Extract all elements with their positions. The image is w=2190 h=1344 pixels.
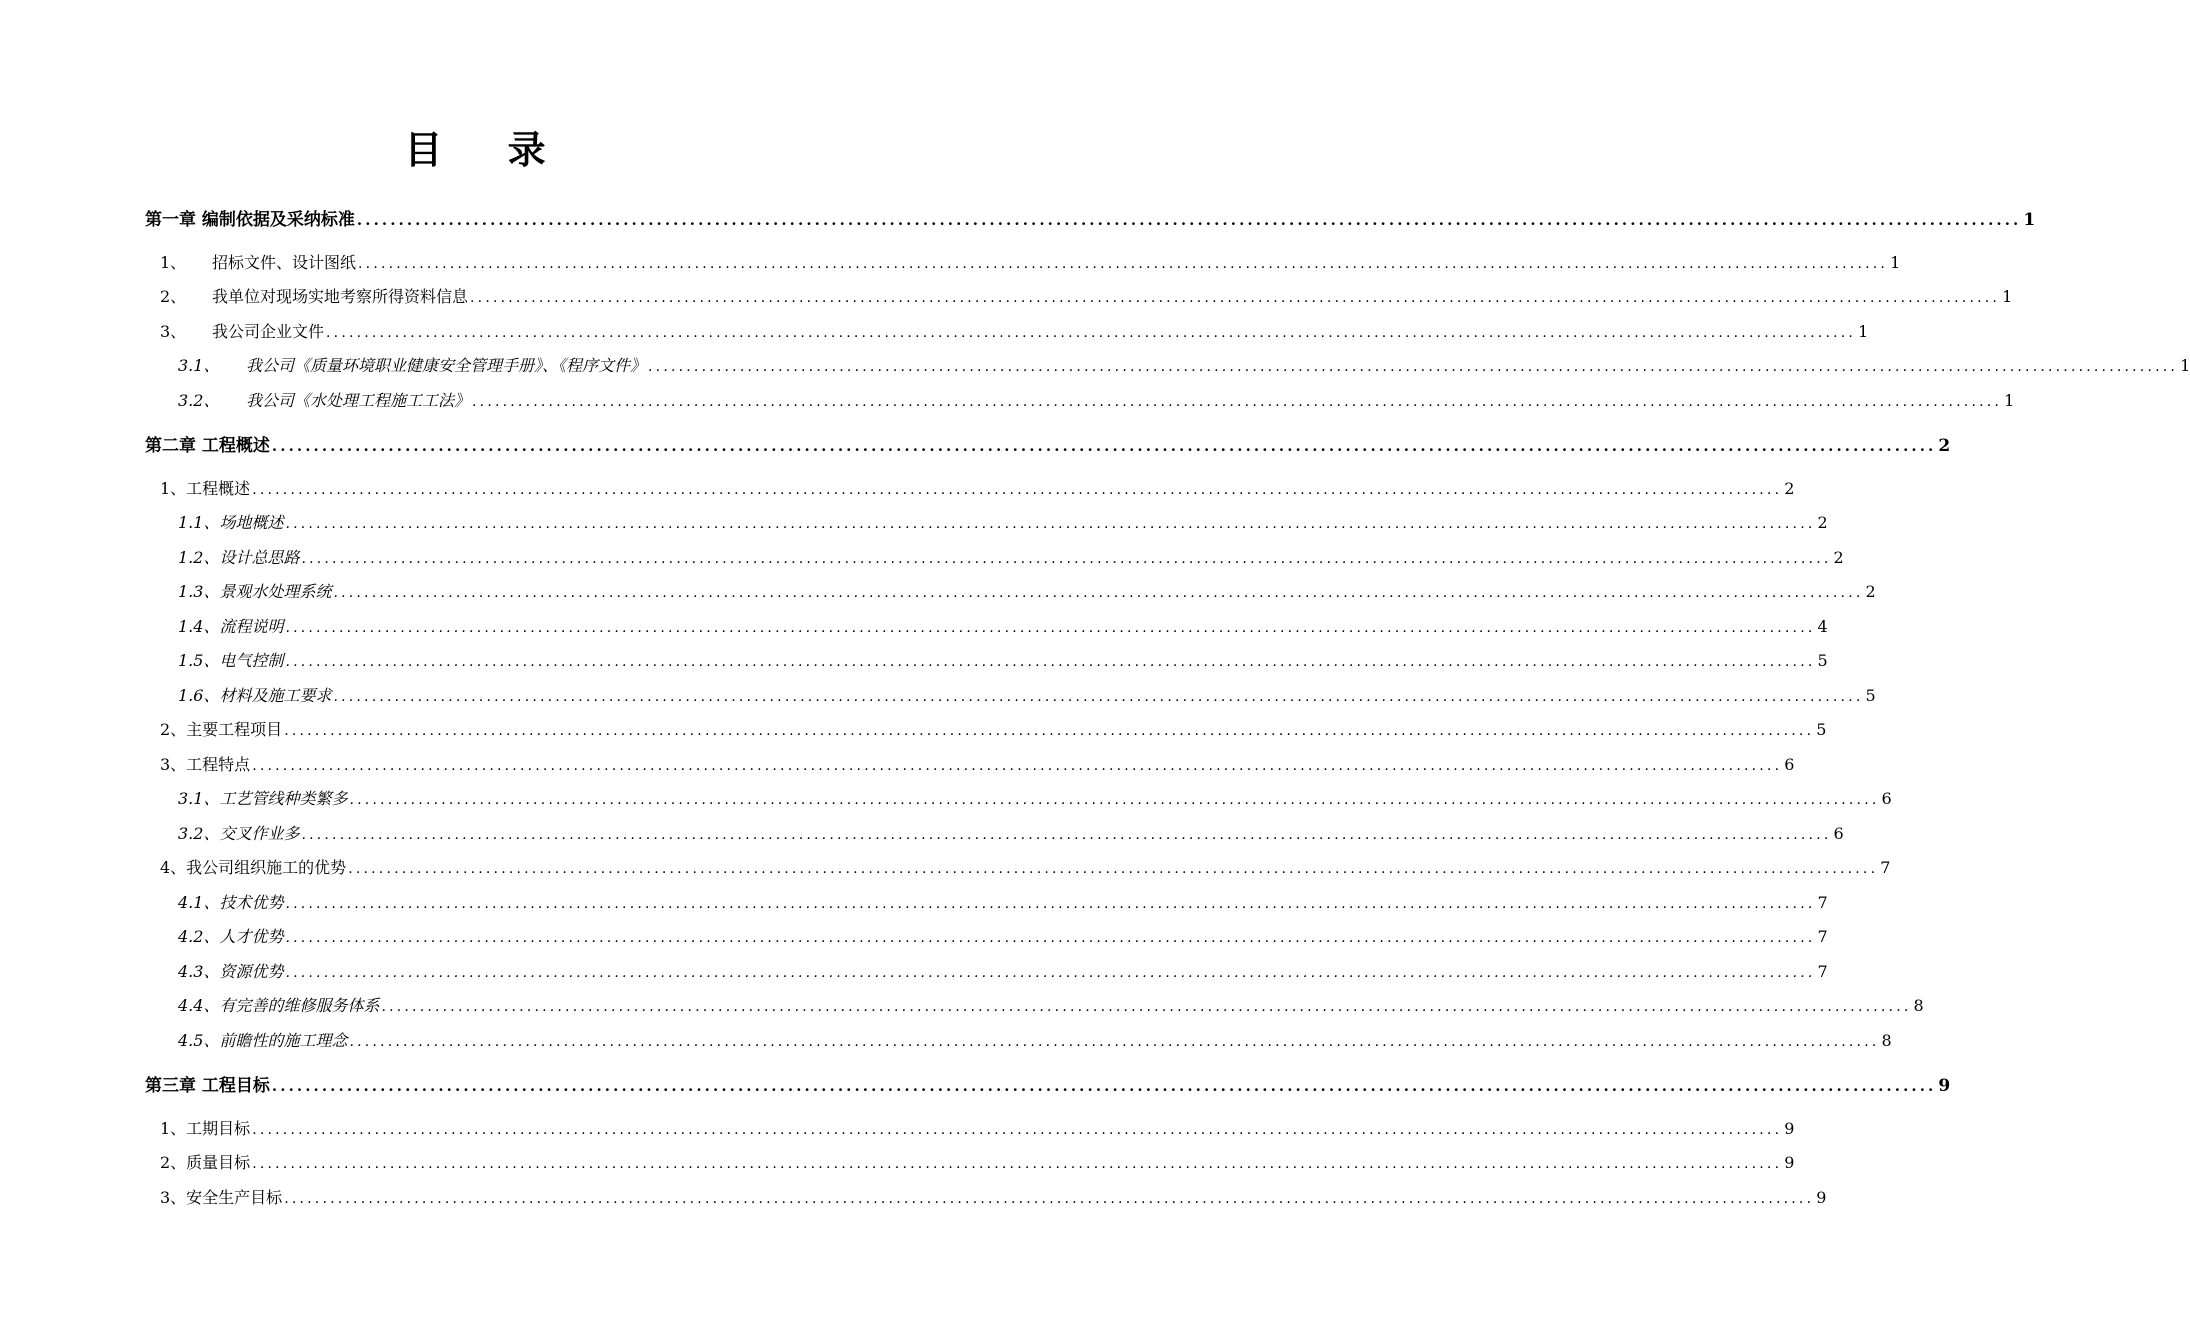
toc-subsection-entry[interactable]: [178, 545, 1844, 569]
toc-page-number: 2: [1833, 548, 1844, 567]
toc-entry-label: [178, 353, 646, 376]
toc-page-number: 6: [1833, 824, 1844, 843]
toc-dot-leader: ........................................................................................................................................................................................................: [470, 290, 2001, 306]
toc-page-number: 2: [1865, 582, 1876, 601]
toc-page-number: 7: [1817, 962, 1828, 981]
toc-section-entry[interactable]: [160, 1150, 1795, 1174]
toc-dot-leader: ........................................................................................................................................................................................................: [358, 256, 1889, 272]
toc-entry-label: [178, 579, 331, 602]
toc-entry-number: 1、: [160, 253, 187, 272]
toc-entry-label: [178, 614, 283, 637]
toc-entry-text: 招标文件、设计图纸: [212, 253, 357, 272]
toc-subsection-entry[interactable]: [178, 993, 1924, 1017]
toc-page-number: 6: [1881, 789, 1892, 808]
toc-entry-label: [160, 717, 282, 740]
toc-entry-number: 3、: [160, 322, 187, 341]
toc-page-number: 1: [1858, 322, 1869, 341]
toc-subsection-entry[interactable]: [178, 510, 1828, 534]
toc-dot-leader: ........................................................................................................................................................................................................: [252, 758, 1783, 774]
toc-entry-label: [178, 1028, 347, 1051]
toc-entry-text: 1、工期目标: [160, 1119, 251, 1138]
toc-entry-label: [160, 476, 250, 499]
toc-title: 目 录: [404, 127, 572, 172]
toc-entry-text: 1.1、场地概述: [178, 513, 284, 532]
toc-dot-leader: ........................................................................................................................................................................................................: [301, 827, 1832, 843]
toc-entry-text: 1.3、景观水处理系统: [178, 582, 332, 601]
toc-dot-leader: ........................................................................................................................................................................................................: [271, 437, 1937, 455]
toc-page-number: 2: [1817, 513, 1828, 532]
toc-entry-text: 4.5、前瞻性的施工理念: [178, 1031, 348, 1050]
toc-dot-leader: ........................................................................................................................................................................................................: [333, 689, 1864, 705]
toc-entry-label: [145, 431, 270, 456]
toc-page-number: 1: [2180, 356, 2190, 375]
toc-dot-leader: ........................................................................................................................................................................................................: [648, 359, 2179, 375]
toc-dot-leader: ........................................................................................................................................................................................................: [348, 861, 1879, 877]
toc-entry-label: [178, 545, 299, 568]
toc-dot-leader: ........................................................................................................................................................................................................: [285, 965, 1816, 981]
toc-entry-label: [178, 683, 331, 706]
toc-dot-leader: ........................................................................................................................................................................................................: [326, 325, 1857, 341]
toc-entry-text: 1.6、材料及施工要求: [178, 686, 332, 705]
toc-dot-leader: ........................................................................................................................................................................................................: [356, 211, 2022, 229]
toc-entry-label: [178, 786, 347, 809]
toc-section-entry[interactable]: [160, 1185, 1827, 1209]
toc-dot-leader: ........................................................................................................................................................................................................: [285, 930, 1816, 946]
toc-dot-leader: ........................................................................................................................................................................................................: [349, 1034, 1880, 1050]
toc-entry-text: 1、工程概述: [160, 479, 251, 498]
toc-entry-label: [160, 752, 250, 775]
toc-entry-text: 4.2、人才优势: [178, 927, 284, 946]
toc-dot-leader: ........................................................................................................................................................................................................: [271, 1077, 1937, 1095]
toc-page-number: 2: [1938, 436, 1951, 456]
toc-dot-leader: ........................................................................................................................................................................................................: [381, 999, 1912, 1015]
toc-entry-label: [178, 890, 283, 913]
toc-entry-text: 我公司企业文件: [212, 322, 325, 341]
toc-page-number: 9: [1938, 1076, 1951, 1096]
toc-entry-text: 3.1、工艺管线种类繁多: [178, 789, 348, 808]
toc-entry-number: 2、: [160, 287, 187, 306]
toc-entry-text: 4.3、资源优势: [178, 962, 284, 981]
toc-entry-number: 3.1、: [178, 356, 220, 375]
toc-page-number: 8: [1913, 996, 1924, 1015]
toc-entry-label: [178, 510, 283, 533]
toc-dot-leader: ........................................................................................................................................................................................................: [284, 723, 1815, 739]
toc-entry-text: 3、工程特点: [160, 755, 251, 774]
toc-page-number: 5: [1817, 651, 1828, 670]
toc-chapter-entry[interactable]: [145, 1071, 1951, 1096]
toc-dot-leader: ........................................................................................................................................................................................................: [284, 1191, 1815, 1207]
toc-entry-text: 4.4、有完善的维修服务体系: [178, 996, 380, 1015]
toc-subsection-entry[interactable]: [178, 579, 1876, 603]
toc-entry-label: [178, 959, 283, 982]
toc-entry-text: 我公司《质量环境职业健康安全管理手册》、《程序文件》: [246, 356, 647, 375]
toc-section-entry[interactable]: [160, 284, 2013, 308]
toc-page-number: 4: [1817, 617, 1828, 636]
toc-entry-label: [178, 821, 299, 844]
toc-subsection-entry[interactable]: [178, 786, 1892, 810]
toc-page-number: 8: [1881, 1031, 1892, 1050]
toc-section-entry[interactable]: [160, 476, 1795, 500]
toc-dot-leader: ........................................................................................................................................................................................................: [472, 394, 2003, 410]
toc-dot-leader: ........................................................................................................................................................................................................: [252, 1122, 1783, 1138]
toc-dot-leader: ........................................................................................................................................................................................................: [301, 551, 1832, 567]
toc-entry-text: 4、我公司组织施工的优势: [160, 858, 347, 877]
toc-entry-label: [160, 1116, 250, 1139]
toc-section-entry[interactable]: [160, 752, 1795, 776]
toc-subsection-entry[interactable]: [178, 388, 2015, 412]
toc-page-number: 5: [1865, 686, 1876, 705]
toc-entry-text: 4.1、技术优势: [178, 893, 284, 912]
toc-dot-leader: ........................................................................................................................................................................................................: [349, 792, 1880, 808]
toc-page-number: 9: [1784, 1153, 1795, 1172]
toc-entry-label: [160, 855, 346, 878]
toc-entry-label: [178, 993, 379, 1016]
toc-dot-leader: ........................................................................................................................................................................................................: [252, 1156, 1783, 1172]
toc-page-number: 5: [1816, 720, 1827, 739]
toc-page-number: 6: [1784, 755, 1795, 774]
toc-section-entry[interactable]: [160, 250, 1901, 274]
toc-subsection-entry[interactable]: [178, 648, 1828, 672]
toc-entry-text: 第三章 工程目标: [145, 1076, 270, 1096]
toc-dot-leader: ........................................................................................................................................................................................................: [285, 896, 1816, 912]
toc-page-number: 1: [2023, 210, 2036, 230]
toc-chapter-entry[interactable]: [145, 431, 1951, 456]
toc-section-entry[interactable]: [160, 1116, 1795, 1140]
toc-subsection-entry[interactable]: [178, 821, 1844, 845]
toc-page-number: 7: [1880, 858, 1891, 877]
toc-dot-leader: ........................................................................................................................................................................................................: [285, 654, 1816, 670]
toc-entry-number: 3.2、: [178, 391, 220, 410]
toc-entry-label: [160, 1150, 250, 1173]
toc-entry-text: 我单位对现场实地考察所得资料信息: [212, 287, 469, 306]
toc-page-number: 1: [2002, 287, 2013, 306]
toc-subsection-entry[interactable]: [178, 614, 1828, 638]
toc-dot-leader: ........................................................................................................................................................................................................: [285, 620, 1816, 636]
toc-subsection-entry[interactable]: [178, 683, 1876, 707]
toc-entry-text: 3、安全生产目标: [160, 1188, 283, 1207]
toc-page-number: 9: [1816, 1188, 1827, 1207]
toc-entry-text: 第二章 工程概述: [145, 436, 270, 456]
toc-entry-label: [160, 250, 356, 273]
toc-entry-label: [178, 648, 283, 671]
toc-page-number: 1: [2004, 391, 2015, 410]
toc-dot-leader: ........................................................................................................................................................................................................: [333, 585, 1864, 601]
toc-dot-leader: ........................................................................................................................................................................................................: [285, 516, 1816, 532]
toc-section-entry[interactable]: [160, 855, 1891, 879]
toc-entry-label: [160, 284, 468, 307]
toc-page-number: 1: [1890, 253, 1901, 272]
toc-entry-text: 2、质量目标: [160, 1153, 251, 1172]
toc-entry-label: [160, 319, 324, 342]
toc-subsection-entry[interactable]: [178, 959, 1828, 983]
toc-section-entry[interactable]: [160, 717, 1827, 741]
toc-entry-text: 第一章 编制依据及采纳标准: [145, 210, 355, 230]
toc-page-number: 9: [1784, 1119, 1795, 1138]
toc-chapter-entry[interactable]: [145, 205, 2036, 230]
toc-entry-label: [145, 205, 355, 230]
toc-entry-text: 1.2、设计总思路: [178, 548, 300, 567]
toc-subsection-entry[interactable]: [178, 353, 2190, 377]
toc-subsection-entry[interactable]: [178, 1028, 1892, 1052]
toc-section-entry[interactable]: [160, 319, 1869, 343]
toc-entry-label: [178, 388, 470, 411]
toc-subsection-entry[interactable]: [178, 924, 1828, 948]
toc-entry-text: 我公司《水处理工程施工工法》: [246, 391, 471, 410]
toc-entry-text: 1.4、流程说明: [178, 617, 284, 636]
toc-entry-label: [160, 1185, 282, 1208]
toc-entry-label: [178, 924, 283, 947]
toc-page-number: 2: [1784, 479, 1795, 498]
toc-entry-text: 2、主要工程项目: [160, 720, 283, 739]
toc-subsection-entry[interactable]: [178, 890, 1828, 914]
toc-page-number: 7: [1817, 927, 1828, 946]
toc-page-number: 7: [1817, 893, 1828, 912]
toc-entry-text: 3.2、交叉作业多: [178, 824, 300, 843]
toc-entry-text: 1.5、电气控制: [178, 651, 284, 670]
toc-dot-leader: ........................................................................................................................................................................................................: [252, 482, 1783, 498]
toc-entry-label: [145, 1071, 270, 1096]
